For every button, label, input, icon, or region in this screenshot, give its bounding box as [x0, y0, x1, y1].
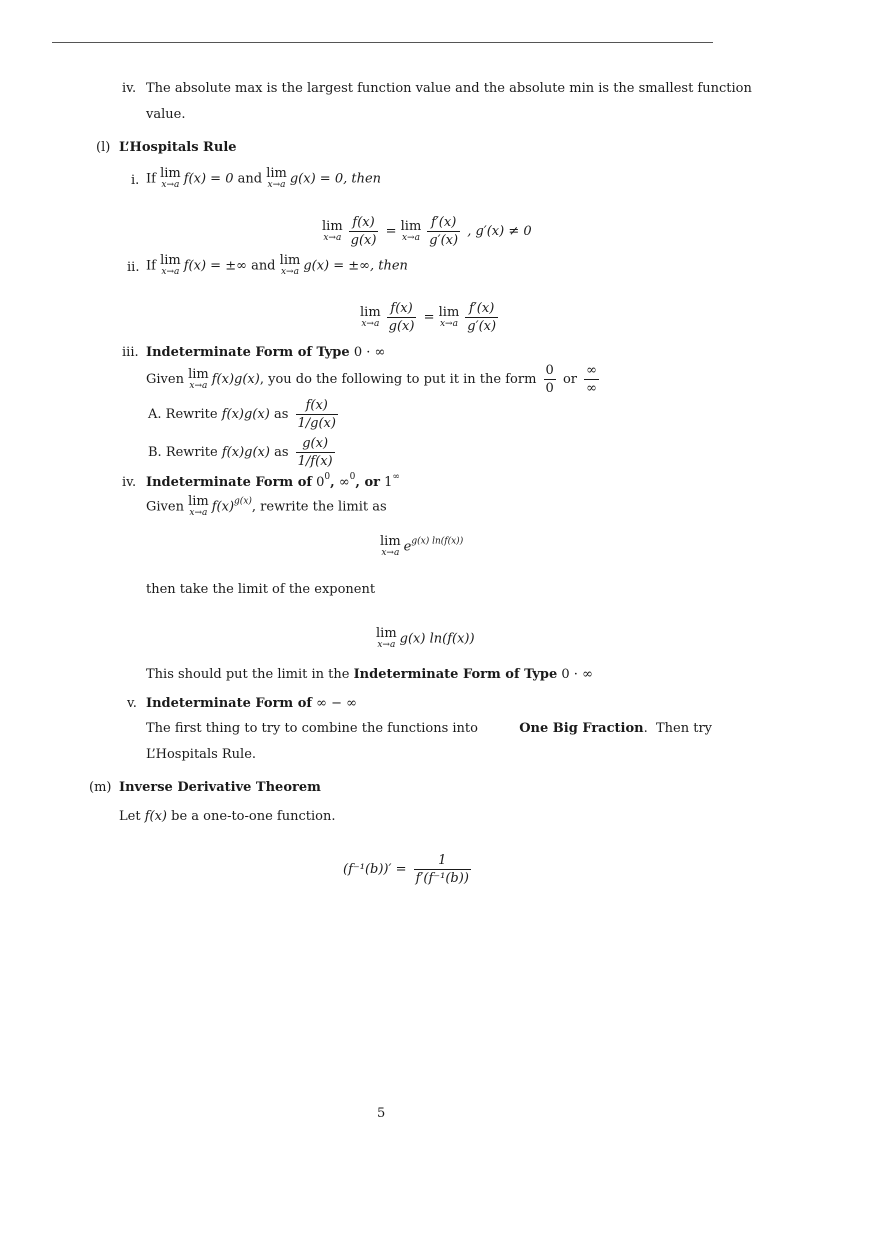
math-expr: f(x)g(x)	[221, 445, 270, 460]
math-expr: f(x)	[211, 499, 235, 515]
bold-title: Indeterminate Form of	[146, 696, 312, 711]
lim-text: lim	[160, 253, 181, 268]
item-number: iv.	[122, 475, 137, 490]
math-expr: f(x) = ±∞	[183, 258, 247, 274]
item-number: v.	[127, 696, 137, 711]
lim-subscript: x→a	[381, 548, 400, 558]
bold-title: Indeterminate Form of Type	[146, 345, 350, 360]
paragraph-text	[146, 362, 602, 397]
text: Given	[146, 372, 184, 387]
fraction	[465, 300, 498, 335]
display-equation	[343, 852, 474, 887]
numerator: g(x)	[302, 436, 329, 451]
lim-subscript: x→a	[439, 318, 458, 329]
bold-text: Indeterminate Form of Type	[353, 667, 558, 682]
paragraph-text	[146, 721, 712, 737]
lim-text: lim	[160, 166, 181, 181]
section-title: L’Hospitals Rule	[119, 140, 237, 155]
fraction	[584, 362, 599, 397]
text: If	[146, 258, 156, 274]
numerator: f(x)	[390, 301, 413, 316]
rewrite-a	[148, 397, 341, 432]
limit-operator	[400, 218, 422, 243]
header-rule	[52, 42, 713, 43]
numerator: f(x)	[305, 398, 328, 413]
lim-subscript: x→a	[161, 267, 180, 277]
lim-subscript: x→a	[323, 232, 342, 243]
numerator: ∞	[586, 363, 597, 378]
math-exponent: 0	[349, 472, 356, 482]
limit-operator	[376, 628, 397, 650]
text: as	[274, 445, 289, 460]
text: B. Rewrite	[148, 445, 218, 460]
denominator: f′(f⁻¹(b))	[415, 871, 469, 886]
lim-text: lim	[438, 304, 460, 320]
item-number: iii.	[122, 345, 139, 360]
rewrite-b	[148, 435, 338, 470]
text: as	[273, 407, 289, 422]
lim-text: lim	[322, 218, 343, 234]
lim-subscript: x→a	[280, 267, 299, 277]
display-equation	[376, 628, 475, 650]
denominator: g′(x)	[467, 319, 497, 334]
lim-text: lim	[188, 366, 209, 382]
paragraph-text	[146, 667, 593, 683]
limit-operator	[438, 304, 460, 329]
math-type: 0 · ∞	[353, 345, 386, 360]
denominator: 0	[545, 381, 554, 396]
lim-subscript: x→a	[161, 180, 180, 190]
lim-text: lim	[376, 626, 397, 641]
fraction	[544, 362, 556, 397]
lim-text: lim	[188, 494, 209, 509]
lim-text: lim	[380, 534, 401, 549]
numerator: f(x)	[352, 215, 375, 230]
display-equation	[380, 536, 463, 558]
math-base: e	[403, 539, 412, 555]
equals: =	[395, 862, 407, 877]
condition-line	[146, 255, 408, 277]
text: or	[562, 372, 578, 387]
math-base: 0	[316, 475, 325, 490]
fraction	[349, 214, 379, 249]
paragraph-text: then take the limit of the exponent	[146, 582, 376, 597]
limit-operator	[188, 496, 209, 518]
limit-operator	[188, 366, 209, 391]
text: , you do the following to put it in the form	[259, 372, 537, 387]
math-type: 0 · ∞	[561, 667, 593, 682]
math-expr: g(x) = 0, then	[289, 171, 382, 187]
numerator: f′(x)	[469, 301, 495, 316]
section-title: Inverse Derivative Theorem	[119, 780, 321, 795]
math-base: 1	[384, 475, 393, 490]
separator: ,	[330, 475, 335, 490]
paragraph-text: L’Hospitals Rule.	[146, 747, 257, 762]
subheading	[146, 472, 400, 491]
lim-text: lim	[400, 218, 422, 234]
lim-text: lim	[360, 304, 381, 320]
separator: , or	[355, 475, 380, 490]
equals: =	[423, 310, 435, 325]
math-exponent: g(x) ln(f(x))	[411, 536, 464, 547]
limit-operator	[380, 536, 401, 558]
math-expr: g(x) = ±∞, then	[303, 258, 408, 274]
page-number: 5	[377, 1106, 386, 1121]
bold-title: Indeterminate Form of	[146, 475, 312, 490]
paragraph-text: The absolute max is the largest function value and the absolute min is the smallest function	[146, 81, 752, 96]
text: . Then try	[643, 721, 712, 736]
text: This should put the limit in the	[146, 667, 350, 682]
item-number: ii.	[127, 260, 140, 275]
math-expr: f(x)g(x)	[221, 407, 270, 422]
text: The first thing to try to combine the functions into	[146, 721, 478, 736]
limit-operator	[280, 255, 301, 277]
text: be a one-to-one function.	[171, 809, 336, 824]
limit-operator	[322, 218, 343, 243]
paragraph-text	[119, 809, 335, 825]
paragraph-text	[146, 496, 387, 518]
paragraph-text: value.	[146, 107, 186, 122]
text: , rewrite the limit as	[251, 499, 387, 515]
display-equation	[360, 300, 501, 335]
section-label: (l)	[96, 140, 111, 155]
item-number: i.	[131, 173, 140, 188]
limit-operator	[266, 168, 287, 190]
lim-subscript: x→a	[401, 232, 420, 243]
text: If	[146, 171, 156, 187]
math-type: ∞ − ∞	[316, 696, 357, 711]
fraction	[414, 852, 471, 887]
limit-operator	[160, 255, 181, 277]
bold-text: One Big Fraction	[519, 721, 644, 736]
text: and	[237, 171, 263, 187]
math-exponent: 0	[324, 472, 331, 482]
denominator: g′(x)	[429, 233, 459, 248]
fraction	[296, 435, 335, 470]
text: Let	[119, 809, 141, 824]
fraction	[427, 214, 460, 249]
subheading	[146, 345, 385, 361]
subheading	[146, 696, 357, 712]
lim-subscript: x→a	[267, 180, 286, 190]
limit-operator	[360, 304, 381, 329]
denominator: g(x)	[350, 233, 377, 248]
fraction	[387, 300, 417, 335]
denominator: g(x)	[388, 319, 415, 334]
condition: , g′(x) ≠ 0	[467, 224, 532, 239]
text: A. Rewrite	[148, 407, 218, 422]
section-label: (m)	[89, 780, 112, 795]
display-equation	[322, 214, 532, 249]
item-number: iv.	[122, 81, 137, 96]
lim-subscript: x→a	[377, 640, 396, 650]
condition-line	[146, 168, 381, 190]
math-expr: f(x)	[144, 809, 167, 824]
numerator: 1	[438, 853, 447, 868]
lim-text: lim	[266, 166, 287, 181]
lim-subscript: x→a	[189, 380, 208, 391]
text: and	[251, 258, 276, 274]
fraction	[296, 397, 338, 432]
denominator: ∞	[586, 381, 597, 396]
denominator: 1/f(x)	[297, 454, 333, 469]
equals: =	[385, 224, 397, 239]
math-expr: f(x)g(x)	[211, 372, 260, 387]
math-expr: f(x) = 0	[183, 171, 234, 187]
math-base: ∞	[338, 475, 350, 490]
lim-text: lim	[279, 253, 301, 268]
math-expr: g(x) ln(f(x))	[399, 631, 475, 647]
numerator: f′(x)	[431, 215, 457, 230]
math-exponent: g(x)	[234, 496, 252, 507]
lim-subscript: x→a	[189, 508, 208, 518]
text: Given	[146, 499, 184, 515]
numerator: 0	[545, 363, 554, 378]
limit-operator	[160, 168, 181, 190]
math-expr: (f⁻¹(b))′	[343, 862, 392, 877]
denominator: 1/g(x)	[297, 416, 336, 431]
math-exponent: ∞	[392, 472, 400, 482]
lim-subscript: x→a	[361, 318, 380, 329]
